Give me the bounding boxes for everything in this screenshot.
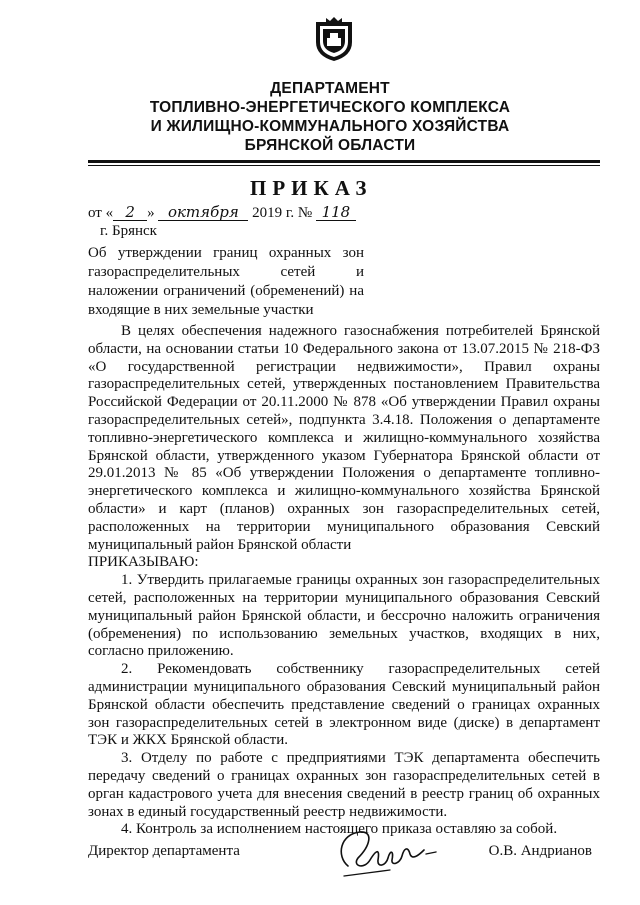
department-line: БРЯНСКОЙ ОБЛАСТИ bbox=[244, 137, 416, 154]
header-divider-thick bbox=[88, 160, 600, 163]
header-divider-thin bbox=[88, 165, 600, 166]
department-line: ДЕПАРТАМЕНТ bbox=[270, 80, 390, 97]
order-word: ПРИКАЗЫВАЮ: bbox=[88, 554, 199, 571]
document-title: ПРИКАЗ bbox=[250, 176, 373, 200]
handwritten-signature bbox=[330, 826, 440, 884]
date-month: октября bbox=[158, 204, 248, 221]
signatory-position: Директор департамента bbox=[88, 843, 240, 859]
document-body bbox=[88, 323, 600, 839]
number-label: № bbox=[297, 205, 313, 221]
document-subject: Об утверждении границ охранных зон газораспределительных сетей и наложении ограничений (обременений) на входящие в них земельные участки bbox=[88, 245, 364, 318]
order-item: 2. Рекомендовать собственнику газораспределительных сетей администрации муниципального образования Севский муниципальный район Брянской области обеспечить представление сведений о границах охранных зон газораспределительных сетей в электронном виде (диске) в департамент ТЭК и ЖКХ Брянской области. bbox=[88, 661, 600, 749]
date-day: 2 bbox=[113, 204, 147, 221]
city-label: г. Брянск bbox=[100, 223, 157, 239]
date-year: 2019 г. bbox=[252, 205, 295, 221]
signatory-name: О.В. Андрианов bbox=[488, 843, 592, 859]
order-item: 4. Контроль за исполнением настоящего приказа оставляю за собой. bbox=[121, 821, 558, 838]
document-number: 118 bbox=[316, 204, 356, 221]
order-item: 3. Отделу по работе с предприятиями ТЭК департамента обеспечить передачу сведений о границах охранных зон газораспределительных сетей в орган кадастрового учета для внесения сведений в реестр границ об охранных зонах в единый государственный реестр недвижимости. bbox=[88, 750, 600, 820]
date-day-close: » bbox=[147, 205, 155, 221]
department-line: И ЖИЛИЩНО-КОММУНАЛЬНОГО ХОЗЯЙСТВА bbox=[150, 118, 510, 135]
order-item: 1. Утвердить прилагаемые границы охранных зон газораспределительных сетей, расположенных на территории муниципального образования Севский муниципальный район Брянской области, и бессрочно наложить ограничения (обременения) по использованию земельных участков, входящих в них, согласно приложению. bbox=[88, 572, 600, 660]
date-number-line bbox=[88, 204, 356, 222]
date-prefix: от « bbox=[88, 205, 114, 221]
preamble-paragraph: В целях обеспечения надежного газоснабжения потребителей Брянской области, на основании статьи 10 Федерального закона от 13.07.2015 № 218-ФЗ «О государственной регистрации недвижимости», Правил охраны газораспределительных сетей, утвержденных постановлением Правительства Российской Федерации от 20.11.2000 № 878 «Об утверждении Правил охраны газораспределительных сетей», подпункта 3.4.18. Положения о департаменте топливно-энергетического комплекса и жилищно-коммунального хозяйства Брянской области, утвержденного указом Губернатора Брянской области от 29.01.2013 № 85 «Об утверждении Положения о департаменте топливно-энергетического комплекса и жилищно-коммунального хозяйства Брянской области» и карт (планов) охранных зон газораспределительных сетей, расположенных на территории муниципального образования Севский муниципальный район Брянской области bbox=[88, 323, 600, 553]
coat-of-arms-emblem bbox=[314, 16, 354, 62]
department-line: ТОПЛИВНО-ЭНЕРГЕТИЧЕСКОГО КОМПЛЕКСА bbox=[149, 99, 511, 116]
